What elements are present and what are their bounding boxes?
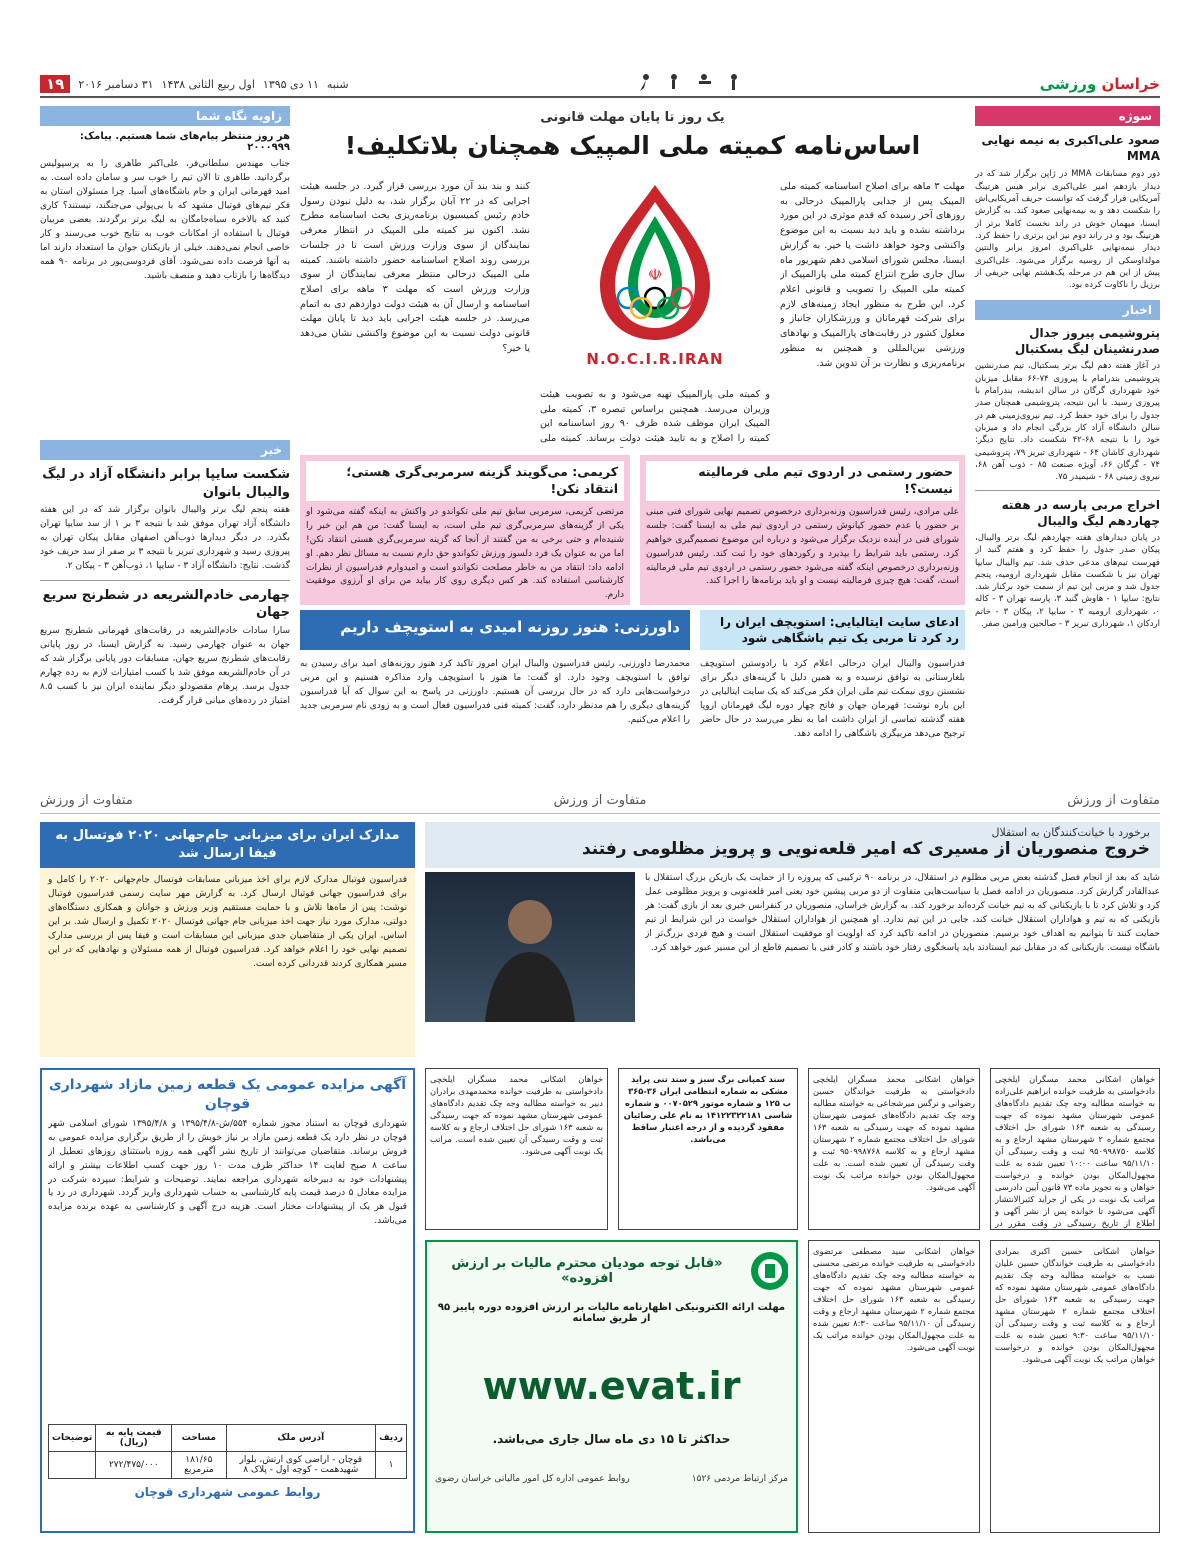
masthead	[40, 72, 1160, 98]
evat-contact: مرکز ارتباط مردمی ۱۵۲۶	[691, 1474, 788, 1484]
karimi-body: مرتضی کریمی، سرمربی سابق تیم ملی تکواندو در واکنش به اینکه گفته می‌شود او یکی از گزینه‌های سرمربی‌گری تیم ملی است، به ایسنا گفت: من هم این خبر را شنیده‌ام و حتی برخی به من گفتند از آنجا که گزینه سرمربی‌گری هستی انتقاد نکن! اما من به عنوان یک فرد دلسوز ورزش تکواندو حق دارم نسبت به مسائل نظر دهم. او ادامه داد: انتقاد من به خاطر مصلحت تکواندو است و امیدوارم فدراسیون از نظرات کارشناسی استفاده کند. هر کس دیگری روی کار بیاید من برای او آرزوی موفقیت دارم.	[306, 506, 624, 601]
evat-box	[425, 1240, 798, 1533]
karimi-box	[300, 455, 630, 605]
notice-5-text: سند کمپانی برگ سبز و سند تنی پراید مشکی به شماره انتظامی ایران ۳۶-۳۶۵ ب ۱۲۵ و شماره موتور ۰۰۷۰۵۲۹ و شماره شاسی ۱۴۱۲۲۳۲۲۱۸۱ به نام علی رضائیان مفقود گردیده و از درجه اعتبار ساقط می‌باشد.	[623, 1074, 793, 1145]
akhbar-item1-title: پتروشیمی پیروز جدال صدرنشینان لیگ بسکتبال	[1014, 326, 1160, 357]
notice-6-text: خواهان اشکانی محمد مسگران ایلخچی دادخواستی به طرفیت خوانده محمدمهدی برادران دبیر به خواسته مطالبه وجه چک تقدیم دادگاه‌های عمومی شهرستان مشهد نموده که جهت رسیدگی به شعبه ۱۶۳ شورای حل اختلاف ارجاع و به کلاسه ثبت و وقت رسیدگی آن تعیین شده است. مراتب یک نوبت آگهی می‌شود.	[430, 1074, 603, 1157]
olympic-flame-logo-icon	[570, 180, 740, 350]
logo-sub: خراسان	[1101, 75, 1160, 93]
khabar-label: خبر	[40, 440, 290, 460]
akhbar-item1-body: در آغاز هفته دهم لیگ برتر بسکتبال، تیم صدرنشین پتروشیمی بندرامام با پیروزی ۷۴-۶۶ مقابل میزبان خود شهرداری گرگان در سالن اندیشه، بندرامام با پیروزی رسید. با این نتیجه، پتروشیمی همچنان صدر جدول را برای خود حفظ کرد. تیم نیروی‌زمینی هم در سالن دانشگاه آزاد کار بزرگی انجام داد و میزبان خود را با نتیجه ۶۸-۴۲ شکست داد. نتایج دیگر: شهرداری کاشان ۶۴ - شهرداری تبریز ۷۹، پتروشیمی ۷۴ - گرگان ۶۶، آویژه صنعت ۸۵ - ذوب آهن ۶۸، نیروی زمینی ۶۸ - شیمیدر ۷۵.	[975, 361, 1160, 483]
notice-2	[990, 1240, 1160, 1533]
zavie-body: جناب مهندس سلطانی‌فر، علی‌اکبر طاهری را به پرسپولیس برگردانید. طاهری تا الان تیم را خوب سر و سامان داده است. به امید قهرمانی ایران و جام باشگاه‌های آسیا. چرا مسئولان استان به فکر تیم‌های فوتبال مشهد که با بی‌پولی می‌جنگند، نیستند؟ کاری کنید که بالاخره سیاه‌جامگان به لیگ برتر برگردند. بعضی مربیان فوتبال با استفاده از امکانات خوب به نتایج خوب می‌رسند و کار خاصی انجام نمی‌دهند. خیلی از بازیکنان جوان ما استعداد دارند اما به آنها فرصت داده نمی‌شود. آقای فردوسی‌پور در برنامه ۹۰ همه دیدگاه‌ها را بازتاب دهید و منصف باشید.	[40, 159, 290, 281]
mansourian-title: خروج منصوریان از مسیری که امیر قلعه‌نویی و پرویز مظلومی رفتند	[581, 839, 1150, 859]
mozayede-table	[48, 1424, 407, 1479]
mozayede-box	[40, 1068, 415, 1533]
hozur-title: حضور رستمی در اردوی تیم ملی فرمالیته نیست؟!	[646, 461, 959, 501]
notice-4-text: خواهان اشکانی سید مصطفی مرتضوی دادخواستی به طرفیت خوانده مرتضی محسنی به خواسته مطالبه وجه چک تقدیم دادگاه‌های عمومی شهرستان مشهد نموده که جهت رسیدگی به شعبه ۱۶۳ شورای حل اختلاف مجتمع شماره ۲ شهرستان مشهد ارجاع و وقت رسیدگی آن ۹۵/۱۱/۱۰ ساعت ۸:۳۰ تعیین شده به علت مجهول‌المکان بودن خوانده مراتب یک نوبت آگهی می‌شود.	[813, 1246, 975, 1353]
akhbar-box	[975, 300, 1160, 780]
madarek-title: مدارک ایران برای میزبانی جام‌جهانی ۲۰۲۰ فوتسال به فیفا ارسال شد	[40, 822, 415, 868]
band-label-left: متفاوت از ورزش	[40, 793, 133, 808]
mozayede-body: شهرداری قوچان به استناد مجوز شماره ۵۵۴/ش-۱۳۹۵/۴/۸ و ۱۳۹۵/۴/۸ شورای اسلامی شهر قوچان در نظر دارد یک قطعه زمین مازاد بر نیاز خویش را از طریق برگزاری مزایده عمومی به فروش برساند. متقاضیان می‌توانند از تاریخ نشر آگهی همه روزه باستثنای روزهای تعطیل از ساعت ۸ صبح لغایت ۱۴ حداکثر ظرف مدت ۱۰ روز جهت کسب اطلاعات بیشتر و ارائه پیشنهادات خود به دبیرخانه شهرداری مراجعه نمایند. توضیحات و شرایط: سپرده شرکت در مزایده معادل ۵ درصد قیمت پایه کارشناسی به حساب شهرداری واریز گردد. شهرداری در رد یا قبول هر یک از پیشنهادات مختار است. هزینه درج آگهی و کارشناسی به عهده برنده مزایده می‌باشد.	[48, 1118, 407, 1227]
logo-main: ورزشی	[1039, 75, 1097, 93]
evat-top: «قابل توجه مودیان محترم مالیات بر ارزش افزوده»	[451, 1256, 723, 1286]
suzhe-title: صعود علی‌اکبری به نیمه نهایی MMA	[981, 133, 1160, 164]
ital-body: فدراسیون والیبال ایران درحالی اعلام کرد با رادوستین استویچف بلغارستانی به توافق نرسیده و به همین دلیل با گزینه‌های دیگر برای نشستن روی نیمکت تیم ملی ایران فکر می‌کند که یک سایت ایتالیایی در این باره نوشت: قهرمان جهان و فاتح چهار دوره لیگ قهرمانان اروپا هفته گذشته تماسی از ایران داشت اما به نظر می‌رسد در حال حاضر ترجیح می‌دهد مربیگری باشگاهی را ادامه دهد.	[700, 659, 965, 739]
th-desc: توضیحات	[49, 1424, 96, 1451]
th-address: آدرس ملک	[226, 1424, 376, 1451]
evat-footer: روابط عمومی اداره کل امور مالیاتی خراسان رضوی	[435, 1474, 630, 1484]
madarek-body: فدراسیون فوتبال مدارک لازم برای اخذ میزبانی مسابقات فوتسال جام‌جهانی ۲۰۲۰ را کامل و برای فدراسیون جهانی فوتبال ارسال کرد. به گزارش مهر سایت رسمی فدراسیون فوتبال نوشت: پس از ماه‌ها تلاش و با حمایت مستقیم وزیر ورزش و جوانان و همکاری دستگاه‌های دولتی، مدارک مورد نیاز جهت اخذ میزبانی جام جهانی فوتسال ۲۰۲۰ تکمیل و ارسال شد. بر این اساس، ایران یکی از متقاضیان جدی میزبانی این مسابقات است و فیفا پس از بررسی مدارک تصمیم نهایی خود را اعلام خواهد کرد. فدراسیون فوتبال از همه مسئولان و نهادهایی که در این مسیر همکاری کردند قدردانی کرده است.	[48, 875, 407, 969]
notice-4	[808, 1240, 980, 1533]
main-col3: کنند و بند بند آن مورد بررسی قرار گیرد. در جلسه هیئت اجرایی که در ۲۲ آبان برگزار شد، به دلیل نبودن رسول خادم رئیس کمیسیون برنامه‌ریزی بحث اساسنامه مطرح نشد. اکنون نیز کمیته ملی المپیک در انتظار معرفی نمایندگان از سوی وزارت ورزش است تا در جلسات بررسی روند اصلاح اساسنامه حضور داشته باشند. کمیته ملی المپیک درحالی منتظر معرفی نمایندگان از سوی وزارت ورزش است که مهلت ۳ ماهه برای اصلاح اساسنامه و ارسال آن به هیئت دولت دوازدهم دی به اتمام می‌رسد. در جلسه هیئت اجرایی باید دید تا پایان مهلت قانونی دولت نسبت به این موضوع واکنشی نشان می‌دهد یا خیر؟	[300, 181, 530, 354]
td-address: قوچان - اراضی کوی ارتش، بلوار شهیدهمت - کوچه اول - پلاک ۸	[226, 1451, 376, 1478]
karimi-title: کریمی: می‌گویند گزینه سرمربی‌گری هستی؛ انتقاد نکن!	[306, 461, 624, 501]
date-hijri: اول ربیع الثانی ۱۴۳۸	[161, 77, 255, 91]
main-col2: و کمیته ملی پارالمپیک تهیه می‌شود و به تصویب هیئت وزیران می‌رسد. همچنین براساس تبصره ۳، کمیته ملی المپیک ایران موظف شده ظرف ۹۰ روز اساسنامه این کمیته را اصلاح و به تایید هیئت دولت برساند. کمیته ملی	[540, 389, 770, 445]
noc-logo	[540, 180, 770, 380]
akhbar-item2-title: اخراج مربی پارسه در هفته چهاردهم لیگ والیبال	[1001, 497, 1160, 528]
athlete-silhouettes-icon	[634, 72, 754, 92]
mozayede-footer: روابط عمومی شهرداری قوچان	[134, 1484, 321, 1499]
notice-3	[808, 1068, 980, 1230]
th-price: قیمت پایه به (ریال)	[96, 1424, 172, 1451]
mozayede-title: آگهی مزایده عمومی یک قطعه زمین مازاد شهرداری قوچان	[48, 1077, 407, 1112]
davarzani-body: محمدرضا داورزنی، رئیس فدراسیون والیبال ایران امروز تاکید کرد هنوز روزنه‌های امید برای رسیدن به توافق با استویچف وجود دارد. او گفت: ما هنوز با استویچف وارد مذاکره هستیم و این مربی درخواست‌هایی دارد که در حال بررسی آن هستیم. داورزنی در پاسخ به این سوال که آیا فدراسیون گزینه‌های دیگری را هم مدنظر دارد، گفت: کمیته فنی فدراسیون فعال است و به زودی نام سرمربی جدید را اعلام می‌کنیم.	[300, 659, 690, 725]
khabar-item2-title: چهارمی خادم‌الشریعه در شطرنج سریع جهان	[42, 587, 290, 621]
notice-1	[990, 1068, 1160, 1230]
td-row: ۱	[376, 1451, 407, 1478]
mansourian-body: شاید که بعد از انجام فصل گذشته بعض مربی مظلوم در استقلال، در برنامه ۹۰ ترکیبی که پیروزه را از حمایت یک بازیکن بزرگ استقلال با عبدالقادر گزارش کرد. منصوریان در ادامه فصل با سیاست‌هایی متفاوت از دو مربی پیشین خود یعنی امیر قلعه‌نویی و پرویز مظلومی عمل کرد و تلاش کرد تا با بازیکنانی که به تیم خیانت کرده‌اند برخورد کند. به گزارش خراسان، منصوریان در کنفرانس خبری بعد از بازی گفت: هر بازیکنی که به تیم و هواداران استقلال خیانت کند، جایی در این تیم ندارد. او همچنین از هواداران استقلال خواست در این شرایط از تیم حمایت کنند تا بتوانیم به اهداف خود برسیم. منصوریان در ادامه تاکید کرد که اولویت او موفقیت استقلال است و هیچ فردی بزرگ‌تر از باشگاه نیست. بازیکنانی که در مقابل تیم ایستادند باید پاسخگوی رفتار خود باشند و کادر فنی با تصمیم قاطع از این مسیر عبور خواهد کرد.	[645, 873, 1160, 953]
notice-5	[618, 1068, 798, 1230]
td-desc	[49, 1451, 96, 1478]
table-header-row	[49, 1424, 407, 1451]
day-label: شنبه	[326, 77, 349, 91]
main-col1: مهلت ۳ ماهه برای اصلاح اساسنامه کمیته ملی المپیک پس از جدایی پارالمپیک درحالی به روزهای آخر رسیده که قدم موثری در این مورد برداشته نشده و باید دید نسبت به این موضوع واکنشی وجود خواهد داشت یا خیر. به گزارش ایسنا، مجلس شورای اسلامی دهم شهریور ماه سال جاری طرح انتزاع کمیته ملی پارالمپیک از کمیته ملی المپیک را تصویب و قانونی اعلام کرد. این طرح به منظور ایجاد زمینه‌های لازم برای شرکت قهرمانان و ورزشکاران جانباز و معلول کشور در رقابت‌های پارالمپیک و نهادهای ورزشی بین‌المللی و همچنین به منظور برنامه‌ریزی و نظارت بر آن تدوین شد.	[780, 181, 965, 369]
akhbar-label: اخبار	[975, 300, 1160, 320]
date-gregorian: ۳۱ دسامبر ۲۰۱۶	[78, 77, 154, 91]
davarzani-title: داورزنی: هنوز روزنه امیدی به استویچف داریم	[300, 610, 690, 650]
zavie-label: زاویه نگاه شما	[40, 106, 290, 126]
th-row: ردیف	[376, 1424, 407, 1451]
evat-mid: مهلت ارائه الکترونیکی اظهارنامه مالیات بر ارزش افزوده دوره پاییز ۹۵ از طریق سامانه	[437, 1302, 786, 1324]
notice-6	[425, 1068, 608, 1230]
zavie-intro: هر روز منتظر پیام‌های شما هستیم. پیامک: ۲۰۰۰۹۹۹	[79, 131, 290, 153]
band-label-right: متفاوت از ورزش	[1067, 793, 1160, 808]
suzhe-label: سوژه	[975, 106, 1160, 126]
page-number: ۱۹	[40, 75, 70, 93]
table-row	[49, 1451, 407, 1478]
tax-org-emblem-icon	[749, 1250, 788, 1292]
notice-3-text: خواهان اشکانی محمد مسگران ایلخچی دادخواستی به طرفیت خواندگان حسین رضوانی و نرگس میرشجاعی به خواسته مطالبه وجه چک تقدیم دادگاه‌های عمومی شهرستان مشهد نموده که جهت رسیدگی به شعبه ۱۶۳ شورای حل اختلاف مجتمع شماره ۲ شهرستان مشهد ارجاع و به کلاسه ۹۵۰۹۹۸۷۶۸ ثبت و وقت رسیدگی آن تعیین شده است. به علت مجهول‌المکان بودن خوانده مراتب یک نوبت آگهی می‌شود.	[813, 1074, 975, 1193]
main-kicker: یک روز تا پایان مهلت قانونی	[540, 110, 725, 125]
mansourian-kicker: برخورد با خیانت‌کنندگان به استقلال	[991, 826, 1150, 839]
sport-icons	[634, 72, 754, 96]
mansourian-header	[425, 822, 1160, 868]
hozur-box	[640, 455, 965, 605]
hozur-body: علی مرادی، رئیس فدراسیون وزنه‌برداری درخصوص تصمیم نهایی شورای فنی مبنی بر حضور یا عدم حضور کیانوش رستمی در اردوی تیم ملی به ایسنا گفت: جلسه شورای فنی در آینده نزدیک برگزار می‌شود و درباره این موضوع تصمیم‌گیری خواهیم کرد. رستمی باید شرایط را بپذیرد و رکوردهای خود را ثبت کند. رئیس فدراسیون وزنه‌برداری درخصوص اینکه گفته می‌شود حضور رستمی در اردوی تیم ملی فرمالیته است، گفت: هیچ چیزی فرمالیته نیست و او باید برنامه‌ها را اجرا کند.	[646, 506, 959, 587]
main-header	[300, 110, 965, 170]
coach-photo-icon	[470, 882, 590, 1022]
evat-deadline: حداکثر تا ۱۵ دی ماه سال جاری می‌باشد.	[492, 1432, 731, 1446]
khabar-item1-body: هفته پنجم لیگ برتر والیبال بانوان برگزار شد که در این هفته دانشگاه آزاد تهران موفق شد با نتیجه ۳ بر ۱ از سد سایپا تهران بگذرد. در دیگر دیدارها ذوب‌آهن اصفهان مقابل پیکان تهران به پیروزی رسید و شهرداری تبریز با نتیجه ۳ بر صفر از سد حریف خود گذشت. نتایج: دانشگاه آزاد ۳ - سایپا ۱، ذوب‌آهن ۳ - پیکان ۲.	[40, 505, 290, 571]
khabar-item2-body: سارا سادات خادم‌الشریعه در رقابت‌های قهرمانی شطرنج سریع جهان به عنوان چهارمی رسید. به گزارش ایسنا، در روز پایانی رقابت‌های شطرنج سریع جهان، مسابقات دور پایانی برگزار شد که در آن خادم‌الشریعه موفق شد با کسب امتیازات لازم به رده چهارم جدول برسد. پرهام مقصودلو دیگر نماینده ایران نیز با کسب ۸.۵ امتیاز در رده‌های میانی قرار گرفت.	[40, 625, 290, 706]
khabar-box	[40, 440, 290, 780]
evat-url[interactable]: www.evat.ir	[482, 1364, 741, 1408]
noc-logo-text: N.O.C.I.R.IRAN	[586, 350, 724, 368]
svg-text:☫: ☫	[647, 265, 663, 284]
mansourian-body-extra	[425, 1025, 635, 1053]
th-area: مساحت	[172, 1424, 226, 1451]
notice-1-text: خواهان اشکانی محمد مسگران ایلخچی دادخواستی به طرفیت خوانده ابراهیم علی‌زاده به خواسته مطالبه وجه چک تقدیم دادگاه‌های عمومی شهرستان مشهد نموده که جهت رسیدگی به شعبه ۱۶۳ شورای حل اختلاف مجتمع شماره ۲ شهرستان مشهد ارجاع و به کلاسه ۹۵۰۹۹۸۷۵۰ ثبت و وقت رسیدگی آن ۹۵/۱۱/۱۰ ساعت ۱۰:۰۰ تعیین شده به علت مجهول‌المکان بودن خوانده و درخواست خواهان و به تجویز ماده ۷۳ قانون آیین دادرسی مراتب یک نوبت در یکی از جراید کثیرالانتشار آگهی می‌شود تا خوانده پس از نشر آگهی و اطلاع از تاریخ رسیدگی در وقت مقرر در	[995, 1074, 1155, 1229]
suzhe-box	[975, 106, 1160, 296]
mansourian-photo	[425, 872, 635, 1022]
motafavet-band	[40, 788, 1160, 814]
zavie-box	[40, 106, 290, 436]
akhbar-item2-body: در پایان دیدارهای هفته چهاردهم لیگ برتر والیبال، پیکان صدر جدول را حفظ کرد و هفتم گنبد از فهرست تیم‌های مدعی حذف شد. تیم والیبال سایپا تهران نیز با شکست مقابل شهرداری ارومیه، پنجم جدول شد و مربی این تیم از سمت خود برکنار شد. نتایج: سایپا ۱ - هاوش گنبد ۳، پارسه تهران ۳ - کاله ۰، شهرداری ارومیه ۳ - سایپا ۲، پیکان ۳ - خاتم اردکان ۱، شهرداری تبریز ۳ - صالحین ورامین صفر.	[975, 532, 1160, 630]
band-label-center: متفاوت از ورزش	[553, 793, 647, 808]
suzhe-body: دور دوم مسابقات MMA در ژاپن برگزار شد که در دیدار یازدهم امیر علی‌اکبری برابر هیس هرتینگ آمریکایی قرار گرفت که توانست حریف آمریکایی‌اش را شکست دهد و به نیمه‌نهایی صعود کند. به گزارش ایسنا، میهمان خوش در راند نخست کاملا برتر از هرتینگ بود و در راند دوم نیز این برتری را حفظ کرد. دیدار نیمه‌نهایی علی‌اکبری امروز برابر والنتین مولداوسکی از روسیه برگزار می‌شود. علی‌اکبری پیش از این هم در مرحله یک‌هشتم نهایی حریفی از برزیل را ناکاوت کرده بود.	[975, 169, 1160, 291]
ital-title: ادعای سایت ایتالیایی: استویچف ایران را رد کرد تا مربی یک تیم باشگاهی شود	[700, 610, 965, 650]
masthead-logo	[1040, 75, 1160, 93]
khabar-item1-title: شکست سایپا برابر دانشگاه آزاد در لیگ والیبال بانوان	[42, 467, 290, 500]
masthead-dates	[40, 75, 349, 93]
main-headline: اساس‌نامه کمیته ملی المپیک همچنان بلاتکلیف!	[344, 131, 921, 160]
td-price: ۲۷۲/۴۷۵/۰۰۰	[96, 1451, 172, 1478]
notice-2-text: خواهان اشکانی حسین اکبری بمرادی دادخواستی به طرفیت خواندگان حسین علیان نسب به خواسته مطالبه وجه چک تقدیم دادگاه‌های عمومی شهرستان مشهد نموده که جهت رسیدگی به شعبه ۱۶۳ شورای حل اختلاف مجتمع شماره ۲ شهرستان مشهد ارجاع و به کلاسه ثبت و وقت رسیدگی آن ۹۵/۱۱/۱۰ ساعت ۹:۳۰ تعیین شده به علت مجهول‌المکان بودن خوانده و درخواست خواهان مراتب یک نوبت آگهی می‌شود.	[995, 1246, 1155, 1365]
date-persian: ۱۱ دی ۱۳۹۵	[262, 77, 319, 91]
td-area: ۱۸۱/۶۵ مترمربع	[172, 1451, 226, 1478]
madarek-box	[40, 822, 415, 1057]
